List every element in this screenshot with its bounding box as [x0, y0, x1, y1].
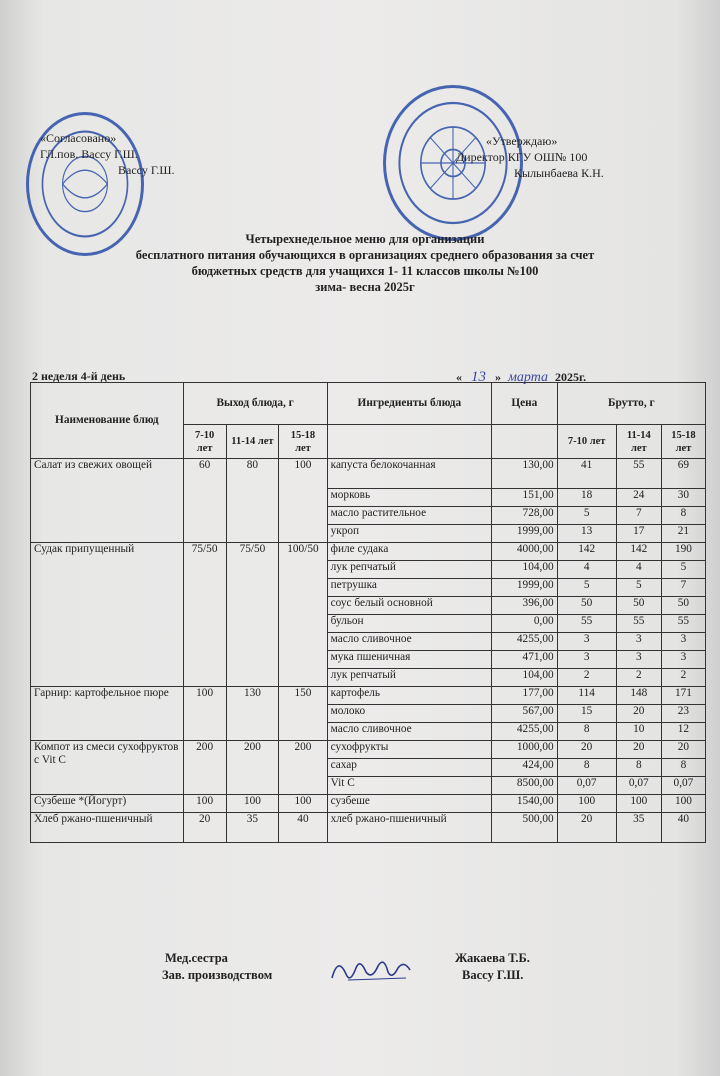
date-year: 2025г. — [555, 370, 587, 384]
dish-name-cell: Судак припущенный — [31, 543, 184, 687]
ingredient-cell: морковь — [327, 489, 491, 507]
gross-cell: 7 — [616, 507, 661, 525]
price-cell: 1999,00 — [492, 525, 558, 543]
gross-cell: 8 — [616, 759, 661, 777]
sig-nurse-name: Жакаева Т.Б. — [455, 951, 530, 965]
gross-cell: 4 — [616, 561, 661, 579]
sig-production-name: Вассу Г.Ш. — [462, 968, 524, 982]
title-line: Четырехнедельное меню для организации — [245, 232, 485, 246]
output-cell: 100 — [279, 459, 327, 543]
ingredient-cell: масло сливочное — [327, 633, 491, 651]
document-title — [40, 231, 690, 295]
gross-cell: 142 — [557, 543, 616, 561]
output-cell: 100 — [183, 795, 226, 813]
gross-cell: 5 — [557, 507, 616, 525]
output-cell: 60 — [183, 459, 226, 543]
ingredient-cell: масло растительное — [327, 507, 491, 525]
table-row — [31, 813, 706, 843]
gross-cell: 100 — [661, 795, 705, 813]
header-right-line: Директор КГУ ОШ№ 100 — [456, 150, 588, 164]
gross-cell: 8 — [557, 723, 616, 741]
gross-cell: 3 — [616, 651, 661, 669]
age-header: 7-10 лет — [557, 425, 616, 459]
output-cell: 200 — [183, 741, 226, 795]
age-header: 7-10 лет — [183, 425, 226, 459]
gross-cell: 50 — [661, 597, 705, 615]
table-row — [31, 795, 706, 813]
gross-cell: 0,07 — [616, 777, 661, 795]
table-row — [31, 741, 706, 759]
price-cell: 424,00 — [492, 759, 558, 777]
ingredient-cell: картофель — [327, 687, 491, 705]
output-cell: 75/50 — [183, 543, 226, 687]
ingredient-cell: укроп — [327, 525, 491, 543]
price-cell: 4255,00 — [492, 633, 558, 651]
price-cell: 1999,00 — [492, 579, 558, 597]
gross-cell: 3 — [661, 651, 705, 669]
gross-cell: 3 — [557, 633, 616, 651]
output-cell: 150 — [279, 687, 327, 741]
header-left-line: ГЛ.пов. Вассу Г.Ш. — [40, 147, 138, 161]
output-cell: 200 — [279, 741, 327, 795]
output-cell: 200 — [226, 741, 279, 795]
date-quote-close: » — [495, 370, 501, 384]
output-cell: 100 — [226, 795, 279, 813]
gross-cell: 5 — [661, 561, 705, 579]
gross-cell: 2 — [616, 669, 661, 687]
ingredient-cell: мука пшеничная — [327, 651, 491, 669]
gross-cell: 148 — [616, 687, 661, 705]
title-line: зима- весна 2025г — [315, 280, 415, 294]
gross-cell: 100 — [557, 795, 616, 813]
gross-cell: 3 — [557, 651, 616, 669]
table-row — [31, 543, 706, 561]
col-ingredients: Ингредиенты блюда — [327, 383, 491, 425]
col-gross: Брутто, г — [557, 383, 705, 425]
age-header: 11-14 лет — [616, 425, 661, 459]
dish-name-cell: Гарнир: картофельное пюре — [31, 687, 184, 741]
price-cell: 396,00 — [492, 597, 558, 615]
title-line: бюджетных средств для учащихся 1- 11 классов школы №100 — [191, 264, 539, 278]
gross-cell: 8 — [661, 507, 705, 525]
gross-cell: 20 — [557, 813, 616, 843]
gross-cell: 20 — [616, 705, 661, 723]
gross-cell: 10 — [616, 723, 661, 741]
dish-name-cell: Салат из свежих овощей — [31, 459, 184, 543]
gross-cell: 50 — [616, 597, 661, 615]
table-row — [31, 687, 706, 705]
price-cell: 130,00 — [492, 459, 558, 489]
gross-cell: 100 — [616, 795, 661, 813]
dish-name-cell: Сузбеше *(Йогурт) — [31, 795, 184, 813]
ingredient-cell: сузбеше — [327, 795, 491, 813]
table-row — [31, 459, 706, 489]
col-dish-name: Наименование блюд — [31, 383, 184, 459]
title-line: бесплатного питания обучающихся в организациях среднего образования за счет — [135, 248, 595, 262]
ingredient-cell: петрушка — [327, 579, 491, 597]
gross-cell: 190 — [661, 543, 705, 561]
price-cell: 151,00 — [492, 489, 558, 507]
price-cell: 728,00 — [492, 507, 558, 525]
ingredient-cell: капуста белокочанная — [327, 459, 491, 489]
header-right-line: «Утверждаю» — [486, 134, 558, 148]
gross-cell: 114 — [557, 687, 616, 705]
ingredient-cell: Vit C — [327, 777, 491, 795]
handwritten-signature — [328, 950, 414, 990]
gross-cell: 8 — [557, 759, 616, 777]
price-cell: 177,00 — [492, 687, 558, 705]
header-left-line: Вассу Г.Ш. — [118, 163, 175, 177]
ingredient-cell: хлеб ржано-пшеничный — [327, 813, 491, 843]
output-cell: 100/50 — [279, 543, 327, 687]
ingredient-cell: сахар — [327, 759, 491, 777]
date-quote-open: « — [456, 370, 462, 384]
gross-cell: 4 — [557, 561, 616, 579]
age-header: 15-18 лет — [661, 425, 705, 459]
gross-cell: 17 — [616, 525, 661, 543]
gross-cell: 7 — [661, 579, 705, 597]
sig-nurse-role: Мед.сестра — [165, 951, 228, 965]
gross-cell: 55 — [616, 459, 661, 489]
output-cell: 80 — [226, 459, 279, 543]
gross-cell: 55 — [661, 615, 705, 633]
gross-cell: 55 — [616, 615, 661, 633]
header-right-line: Кылынбаева К.Н. — [514, 166, 604, 180]
menu-table-head — [31, 383, 706, 459]
gross-cell: 8 — [661, 759, 705, 777]
gross-cell: 3 — [616, 633, 661, 651]
price-cell: 1540,00 — [492, 795, 558, 813]
gross-cell: 23 — [661, 705, 705, 723]
output-cell: 130 — [226, 687, 279, 741]
ingredient-cell: филе судака — [327, 543, 491, 561]
gross-cell: 18 — [557, 489, 616, 507]
price-cell: 8500,00 — [492, 777, 558, 795]
blank-header — [327, 425, 491, 459]
price-cell: 567,00 — [492, 705, 558, 723]
gross-cell: 5 — [616, 579, 661, 597]
sig-production-role: Зав. производством — [162, 968, 273, 982]
gross-cell: 5 — [557, 579, 616, 597]
age-header: 15-18 лет — [279, 425, 327, 459]
header-approved-left — [40, 130, 175, 178]
gross-cell: 55 — [557, 615, 616, 633]
gross-cell: 50 — [557, 597, 616, 615]
ingredient-cell: соус белый основной — [327, 597, 491, 615]
header-left-line: «Согласовано» — [40, 131, 117, 145]
gross-cell: 2 — [557, 669, 616, 687]
gross-cell: 171 — [661, 687, 705, 705]
price-cell: 0,00 — [492, 615, 558, 633]
age-header: 11-14 лет — [226, 425, 279, 459]
ingredient-cell: молоко — [327, 705, 491, 723]
dish-name-cell: Компот из смеси сухофруктов с Vit C — [31, 741, 184, 795]
price-cell: 1000,00 — [492, 741, 558, 759]
gross-cell: 142 — [616, 543, 661, 561]
gross-cell: 12 — [661, 723, 705, 741]
gross-cell: 0,07 — [661, 777, 705, 795]
output-cell: 20 — [183, 813, 226, 843]
gross-cell: 41 — [557, 459, 616, 489]
ingredient-cell: масло сливочное — [327, 723, 491, 741]
ingredient-cell: лук репчатый — [327, 561, 491, 579]
gross-cell: 24 — [616, 489, 661, 507]
ingredient-cell: бульон — [327, 615, 491, 633]
ingredient-cell: лук репчатый — [327, 669, 491, 687]
ingredient-cell: сухофрукты — [327, 741, 491, 759]
gross-cell: 2 — [661, 669, 705, 687]
header-approved-right — [456, 133, 604, 181]
output-cell: 75/50 — [226, 543, 279, 687]
gross-cell: 30 — [661, 489, 705, 507]
price-cell: 104,00 — [492, 669, 558, 687]
price-cell: 104,00 — [492, 561, 558, 579]
col-output: Выход блюда, г — [183, 383, 327, 425]
dish-name-cell: Хлеб ржано-пшеничный — [31, 813, 184, 843]
day-label: 2 неделя 4-й день — [32, 369, 126, 383]
output-cell: 100 — [279, 795, 327, 813]
date-month-handwritten: марта — [508, 370, 549, 385]
gross-cell: 40 — [661, 813, 705, 843]
blank-header — [492, 425, 558, 459]
price-cell: 4000,00 — [492, 543, 558, 561]
gross-cell: 69 — [661, 459, 705, 489]
price-cell: 4255,00 — [492, 723, 558, 741]
gross-cell: 13 — [557, 525, 616, 543]
output-cell: 35 — [226, 813, 279, 843]
gross-cell: 20 — [557, 741, 616, 759]
gross-cell: 21 — [661, 525, 705, 543]
gross-cell: 20 — [616, 741, 661, 759]
gross-cell: 15 — [557, 705, 616, 723]
gross-cell: 20 — [661, 741, 705, 759]
gross-cell: 3 — [661, 633, 705, 651]
menu-table — [30, 382, 706, 843]
output-cell: 100 — [183, 687, 226, 741]
date-day-handwritten: 13 — [471, 369, 486, 385]
price-cell: 500,00 — [492, 813, 558, 843]
price-cell: 471,00 — [492, 651, 558, 669]
output-cell: 40 — [279, 813, 327, 843]
menu-table-body — [31, 459, 706, 843]
col-price: Цена — [492, 383, 558, 425]
gross-cell: 35 — [616, 813, 661, 843]
gross-cell: 0,07 — [557, 777, 616, 795]
